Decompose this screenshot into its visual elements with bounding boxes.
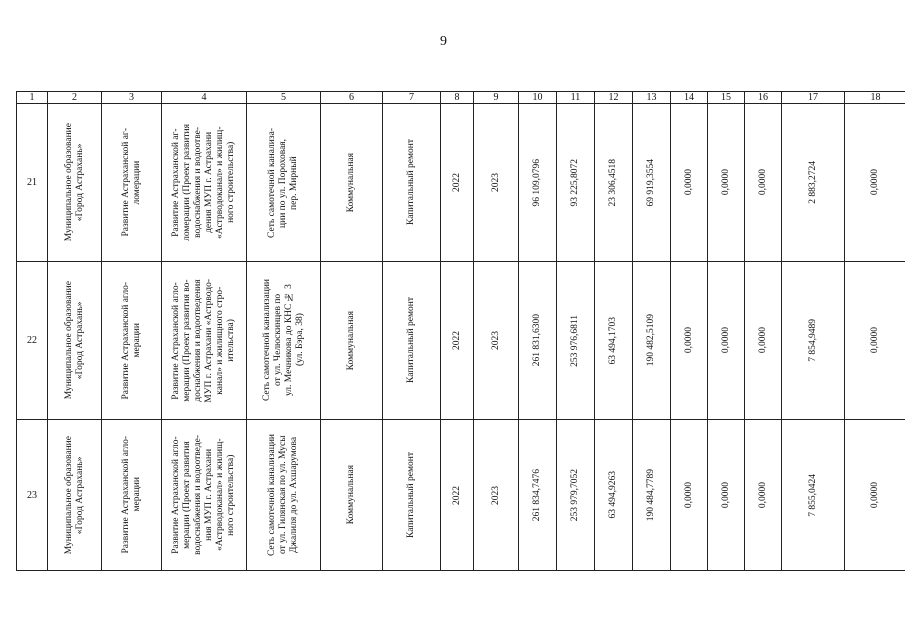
header-cell: 8 [441, 92, 474, 104]
header-cell: 5 [247, 92, 321, 104]
value-cell-18: 0,0000 [845, 420, 905, 571]
year-end-cell: 2023 [474, 262, 519, 420]
table-row [17, 420, 905, 571]
year-start-cell: 2022 [441, 420, 474, 571]
value-cell-16: 0,0000 [745, 104, 782, 262]
value-cell-18: 0,0000 [845, 262, 905, 420]
header-cell: 4 [162, 92, 247, 104]
type-cell: Коммунальная [321, 420, 383, 571]
header-cell: 15 [708, 92, 745, 104]
value-cell-12: 23 306,4518 [595, 104, 633, 262]
type-cell: Коммунальная [321, 104, 383, 262]
value-cell-17: 2 883,2724 [782, 104, 845, 262]
value-cell-11: 253 979,7052 [557, 420, 595, 571]
value-cell-13: 190 482,5109 [633, 262, 671, 420]
value-cell-17: 7 855,0424 [782, 420, 845, 571]
program-cell: Развитие Астраханской аг- ломерации (Проект развития водоснабжения и водоотве- дения МУП г. Астрахани «Астрводоканал» и жилищ- ного строительства) [162, 104, 247, 262]
project-cell: Развитие Астраханской агло- мерации [102, 262, 162, 420]
value-cell-11: 93 225,8072 [557, 104, 595, 262]
value-cell-12: 63 494,9263 [595, 420, 633, 571]
header-cell: 6 [321, 92, 383, 104]
object-cell: Сеть самотечной канализации от ул. Гилянская по ул. Мусы Джалиля до ул. Ахшарумова [247, 420, 321, 571]
value-cell-13: 69 919,3554 [633, 104, 671, 262]
value-cell-18: 0,0000 [845, 104, 905, 262]
header-cell: 14 [671, 92, 708, 104]
header-cell: 11 [557, 92, 595, 104]
work-cell: Капитальный ремонт [383, 104, 441, 262]
value-cell-14: 0,0000 [671, 420, 708, 571]
header-cell: 3 [102, 92, 162, 104]
header-cell: 2 [48, 92, 102, 104]
year-start-cell: 2022 [441, 262, 474, 420]
value-cell-10: 261 834,7476 [519, 420, 557, 571]
program-cell: Развитие Астраханской агло- мерации (Проект развития водоснабжения и водоотведе- ния МУП г. Астрахани «Астрводоканал» и жилищ- ного строительства) [162, 420, 247, 571]
municipality-cell: Муниципальное образование «Город Астрахань» [48, 262, 102, 420]
row-number: 21 [17, 104, 48, 262]
value-cell-15: 0,0000 [708, 262, 745, 420]
type-cell: Коммунальная [321, 262, 383, 420]
year-end-cell: 2023 [474, 420, 519, 571]
header-cell: 13 [633, 92, 671, 104]
value-cell-10: 261 831,6300 [519, 262, 557, 420]
header-cell: 17 [782, 92, 845, 104]
year-end-cell: 2023 [474, 104, 519, 262]
value-cell-16: 0,0000 [745, 420, 782, 571]
table-row [17, 262, 905, 420]
year-start-cell: 2022 [441, 104, 474, 262]
header-row [17, 92, 905, 104]
value-cell-14: 0,0000 [671, 262, 708, 420]
header-cell: 7 [383, 92, 441, 104]
header-cell: 12 [595, 92, 633, 104]
header-cell: 10 [519, 92, 557, 104]
header-cell: 1 [17, 92, 48, 104]
value-cell-17: 7 854,9489 [782, 262, 845, 420]
project-cell: Развитие Астраханской аг- ломерации [102, 104, 162, 262]
value-cell-10: 96 109,0796 [519, 104, 557, 262]
work-cell: Капитальный ремонт [383, 420, 441, 571]
object-cell: Сеть самотечной канализа- ции по ул. Пороховая, пер. Мирный [247, 104, 321, 262]
row-number: 23 [17, 420, 48, 571]
program-cell: Развитие Астраханской агло- мерации (Проект развития во- доснабжения и водоотведения МУП г. Астрахани «Астрводо- канал» и жилищного стро- ительства) [162, 262, 247, 420]
project-cell: Развитие Астраханской агло- мерации [102, 420, 162, 571]
investment-table [16, 91, 905, 571]
table-row [17, 104, 905, 262]
value-cell-11: 253 976,6811 [557, 262, 595, 420]
value-cell-15: 0,0000 [708, 104, 745, 262]
value-cell-13: 190 484,7789 [633, 420, 671, 571]
value-cell-16: 0,0000 [745, 262, 782, 420]
value-cell-15: 0,0000 [708, 420, 745, 571]
page-number: 9 [440, 34, 447, 49]
header-cell: 9 [474, 92, 519, 104]
header-cell: 16 [745, 92, 782, 104]
value-cell-14: 0,0000 [671, 104, 708, 262]
work-cell: Капитальный ремонт [383, 262, 441, 420]
header-cell: 18 [845, 92, 905, 104]
object-cell: Сеть самотечной канализации от ул. Челюскинцев по ул. Мечникова до КНС № 3 (ул. Бэра, 38) [247, 262, 321, 420]
municipality-cell: Муниципальное образование «Город Астрахань» [48, 420, 102, 571]
value-cell-12: 63 494,1703 [595, 262, 633, 420]
municipality-cell: Муниципальное образование «Город Астрахань» [48, 104, 102, 262]
row-number: 22 [17, 262, 48, 420]
